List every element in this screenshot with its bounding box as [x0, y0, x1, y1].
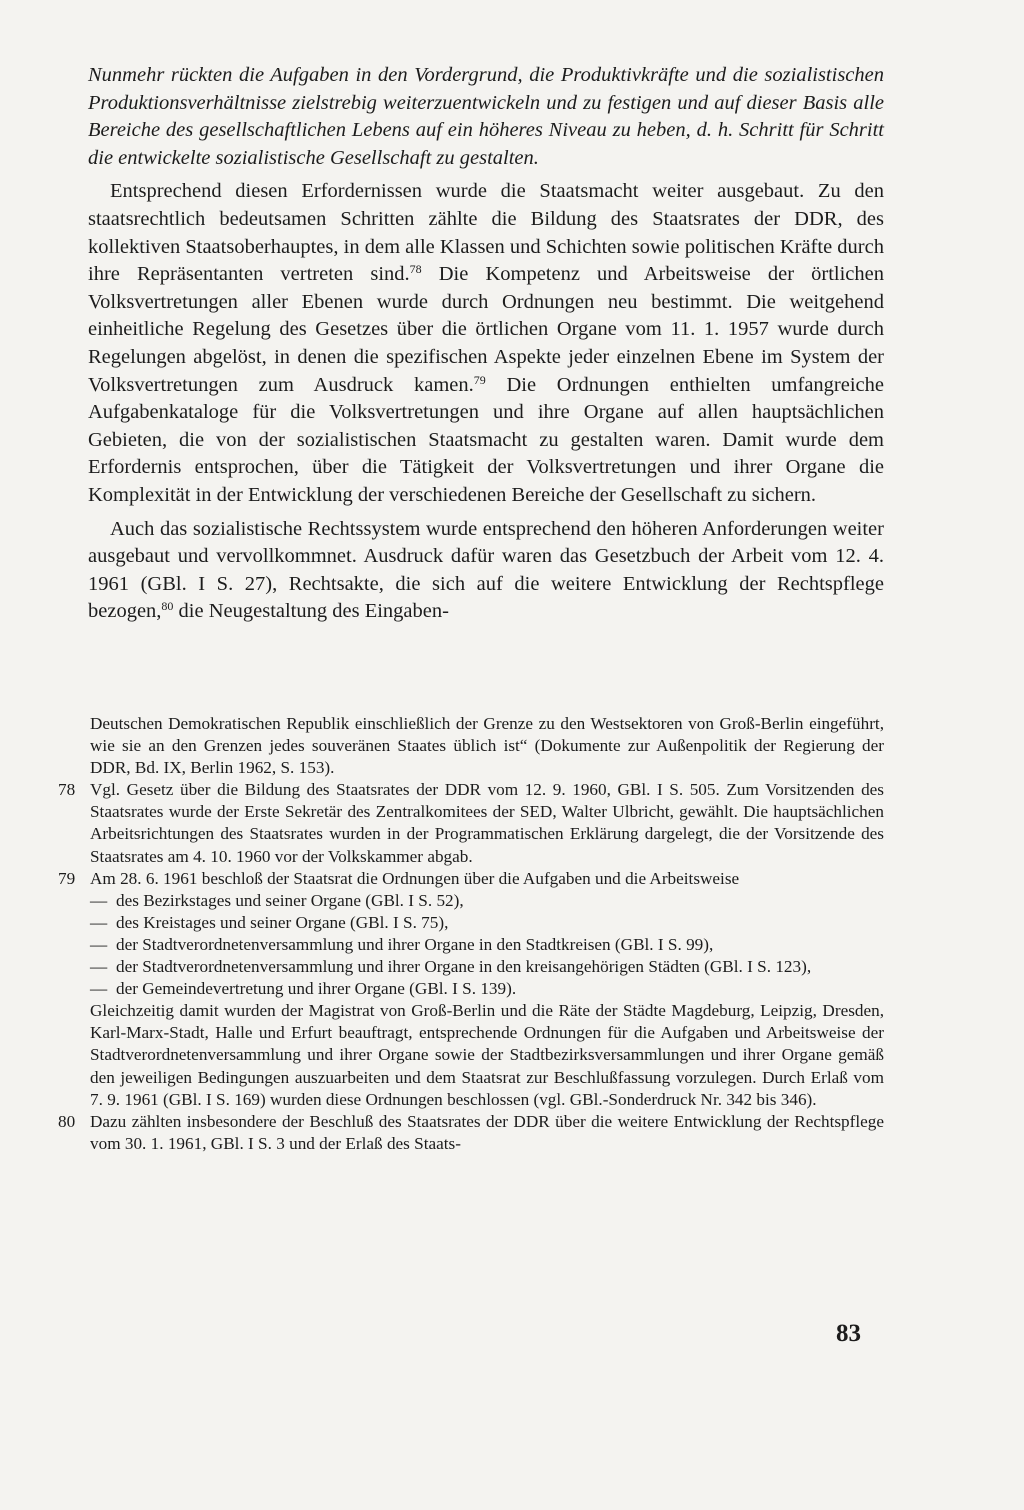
dash-marker: —	[90, 912, 108, 932]
text-span: Die Ordnungen enthielten umfangreiche Aufgabenkataloge für die Volksvertretungen und ihre Organe auf allen hauptsächlichen Gebieten, die von der sozialistischen Staatsmacht zu gestalten waren. Damit wurde dem Erfordernis entsprochen, über die Tätigkeit der Volksvertretungen und ihrer Organe die Komplexität in der Entwicklung der verschiedenen Bereiche der Gesellschaft zu sichern.	[88, 373, 885, 506]
text-span: die Neugestaltung des Eingaben-	[178, 600, 449, 623]
list-item	[90, 934, 884, 956]
footnote-text: Dazu zählten insbesondere der Beschluß des Staatsrates der DDR über die weitere Entwicklung der Rechtspflege vom 30. 1. 1961, GBl. I S. 3 und der Erlaß des Staats-	[90, 1111, 884, 1153]
list-item	[90, 956, 884, 978]
list-item-text: der Stadtverordnetenversammlung und ihrer Organe in den Stadtkreisen (GBl. I S. 99),	[116, 934, 714, 954]
footnotes	[58, 713, 884, 1155]
footnote-number: 79	[58, 868, 76, 888]
footnote-78	[58, 779, 884, 867]
text-span: Auch das sozialistische Rechtssystem wurde entsprechend den höheren Anforderungen weiter ausgebaut und vervollkommnet. Ausdruck dafür waren das Gesetzbuch der Arbeit vom 12. 4. 1961 (GBl. I S. 27), Rechtsakte, die sich auf die weitere Entwicklung der Rechtspflege bezogen,	[88, 517, 884, 623]
text-span: Die Kompetenz und Arbeitsweise der örtlichen Volksvertretungen aller Ebenen wurde durch Ordnungen neu bestimmt. Die weitgehend einheitliche Regelung des Gesetzes über die örtlichen Organe vom 11. 1. 1957 wurde durch Regelungen abgelöst, in denen die spezifischen Aspekte jeder einzelnen Ebene im System der Volksvertretungen zum Ausdruck kamen.	[88, 263, 884, 396]
dash-marker: —	[90, 934, 108, 954]
footnote-79	[58, 868, 884, 890]
footnote-79-tail: Gleichzeitig damit wurden der Magistrat von Groß-Berlin und die Räte der Städte Magdeburg, Leipzig, Dresden, Karl-Marx-Stadt, Halle und Erfurt beauftragt, entsprechende Ordnungen für die Aufgaben und Arbeitsweise der Stadtverordnetenversammlung und ihrer Organe sowie der Stadtbezirksversammlungen und ihrer Organe gemäß den jeweiligen Bedingungen auszuarbeiten und dem Staatsrat zur Beschlußfassung vorzulegen. Durch Erlaß vom 7. 9. 1961 (GBl. I S. 169) wurden diese Ordnungen beschlossen (vgl. GBl.-Sonderdruck Nr. 342 bis 346).	[90, 1001, 884, 1109]
footnote-number: 80	[58, 1111, 76, 1131]
footnote-80	[58, 1111, 884, 1155]
footnote-ref-79: 79	[473, 372, 486, 387]
list-item-text: der Stadtverordnetenversammlung und ihrer Organe in den kreisangehörigen Städten (GBl. I S. 123),	[116, 957, 812, 977]
footnote-continuation: Deutschen Demokratischen Republik einschließlich der Grenze zu den Westsektoren von Groß-Berlin eingeführt, wie sie an den Grenzen jedes souveränen Staates üblich ist“ (Dokumente zur Außenpolitik der Regierung der DDR, Bd. IX, Berlin 1962, S. 153).	[90, 714, 884, 778]
footnote-number: 78	[58, 780, 76, 800]
dash-marker: —	[90, 957, 108, 977]
main-text	[88, 62, 884, 626]
dash-marker: —	[90, 979, 108, 999]
footnote-text: Vgl. Gesetz über die Bildung des Staatsrates der DDR vom 12. 9. 1960, GBl. I S. 505. Zum Vorsitzenden des Staatsrates wurde der Erste Sekretär des Zentralkomitees der SED, Walter Ulbricht, gewählt. Die hauptsächlichen Arbeitsrichtungen des Staatsrates wurden in der Programmatischen Erklärung dargelegt, die der Vorsitzende des Staatsrates am 4. 10. 1960 vor der Volkskammer abgab.	[90, 780, 884, 866]
page-number: 83	[836, 1320, 861, 1347]
list-item-text: des Bezirkstages und seiner Organe (GBl. I S. 52),	[116, 890, 464, 910]
footnote-ref-80: 80	[161, 599, 174, 614]
footnote-ref-78: 78	[409, 262, 422, 277]
body-paragraph	[88, 516, 884, 626]
footnote-text: Am 28. 6. 1961 beschloß der Staatsrat die Ordnungen über die Aufgaben und die Arbeitsweise	[90, 868, 740, 888]
body-paragraph	[88, 178, 884, 509]
list-item	[90, 978, 884, 1000]
list-item	[90, 890, 884, 912]
list-item-text: des Kreistages und seiner Organe (GBl. I S. 75),	[116, 912, 449, 932]
list-item	[90, 912, 884, 934]
text-span: Entsprechend diesen Erfordernissen wurde die Staatsmacht weiter ausgebaut. Zu den staatsrechtlich bedeutsamen Schritten zählte die Bildung des Staatsrates der DDR, des kollektiven Staatsoberhauptes, in dem alle Klassen und Schichten sowie politischen Kräfte durch ihre Repräsentanten vertreten sind.	[88, 180, 884, 286]
dash-marker: —	[90, 890, 108, 910]
list-item-text: der Gemeindevertretung und ihrer Organe (GBl. I S. 139).	[116, 979, 517, 999]
footnote-79-list	[90, 890, 884, 1000]
lead-paragraph: Nunmehr rückten die Aufgaben in den Vordergrund, die Produktivkräfte und die sozialistischen Produktionsverhältnisse zielstrebig weiterzuentwickeln und zu festigen und auf dieser Basis alle Bereiche des gesellschaftlichen Lebens auf ein höheres Niveau zu heben, d. h. Schritt für Schritt die entwickelte sozialistische Gesellschaft zu gestalten.	[88, 64, 884, 169]
